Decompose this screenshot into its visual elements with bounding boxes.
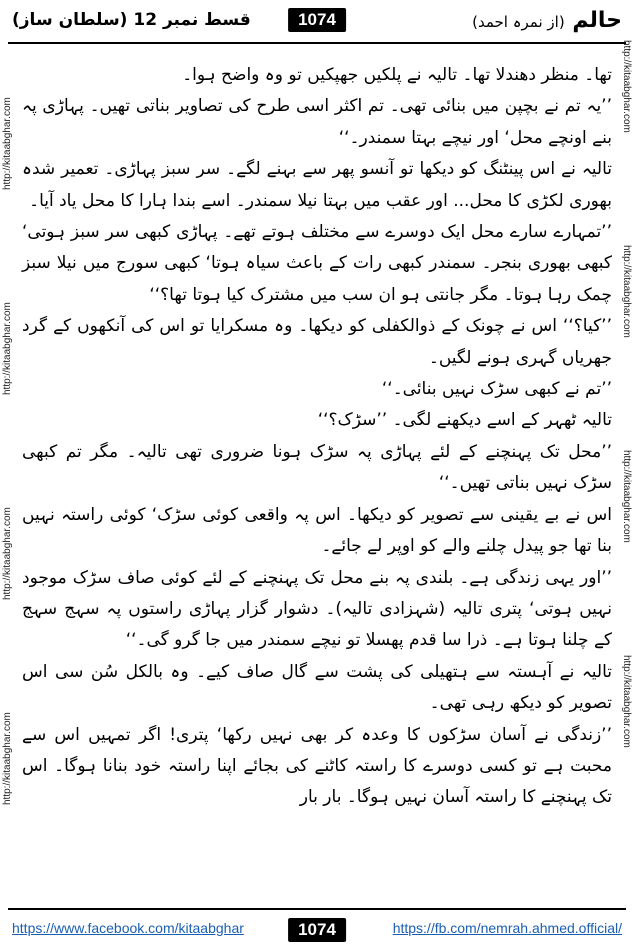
side-url: http://kitaabghar.com	[621, 40, 632, 133]
paragraph: اس نے بے یقینی سے تصویر کو دیکھا۔ اس پہ واقعی کوئی سڑک‘ کوئی راستہ نہیں بنا تھا جو پیدل چلنے والے کو اوپر لے جائے۔	[22, 504, 612, 557]
side-url: http://kitaabghar.com	[621, 655, 632, 748]
paragraph: ’’یہ تم نے بچپن میں بنائی تھی۔ تم اکثر اسی طرح کی تصاویر بناتی تھیں۔ پہاڑی پہ بنے اونچے محل‘ اور نیچے بہتا سمندر۔‘‘	[22, 96, 612, 148]
page-number-bottom: 1074	[288, 918, 346, 942]
side-watermark-right	[620, 0, 634, 949]
side-url: http://kitaabghar.com	[2, 507, 13, 600]
title-text: حالم	[572, 8, 622, 33]
paragraph: ’’زندگی نے آسان سڑکوں کا وعدہ کر بھی نہیں رکھا‘ پتری! اگر تمہیں اس سے محبت ہے تو کسی دوسرے کا راستہ کاٹنے کی بجائے اپنا راستہ خود بنانا ہوگا۔ اس تک پہنچنے کا راستہ آسان نہیں ہوگا۔ بار بار	[22, 724, 612, 808]
episode-label: قسط نمبر 12 (سلطان ساز)	[12, 10, 251, 30]
page-number-top: 1074	[288, 8, 346, 32]
paragraph: ’’تم نے کبھی سڑک نہیں بنائی۔‘‘	[381, 379, 612, 400]
side-watermark-left	[0, 0, 14, 949]
paragraph: ’’تمہارے سارے محل ایک دوسرے سے مختلف ہوتے تھے۔ پہاڑی کبھی سر سبز ہوتی‘ کبھی بھوری بنجر۔ سمندر کبھی رات کے باعث سیاہ ہوتا‘ کبھی سورج میں نیلا سبز چمک رہا ہوتا۔ مگر جانتی ہو ان سب میں مشترک کیا ہوتا تھا؟‘‘	[22, 222, 612, 305]
facebook-link-right[interactable]: https://fb.com/nemrah.ahmed.official/	[392, 920, 622, 936]
facebook-link-left[interactable]: https://www.facebook.com/kitaabghar	[12, 920, 244, 936]
paragraph: ’’کیا؟‘‘ اس نے چونک کے ذوالکفلی کو دیکھا۔ وہ مسکرایا تو اس کی آنکھوں کے گرد جھریاں گہری ہونے لگیں۔	[22, 316, 612, 368]
side-url: http://kitaabghar.com	[2, 97, 13, 190]
paragraph: تالیہ نے آہستہ سے ہتھیلی کی پشت سے گال صاف کیے۔ وہ بالکل سُن سی اس تصویر کو دیکھ رہی تھی۔	[22, 661, 612, 714]
paragraph: تالیہ ٹھہر کے اسے دیکھنے لگی۔ ’’سڑک؟‘‘	[317, 410, 612, 431]
header-rule	[8, 42, 626, 44]
side-url: http://kitaabghar.com	[2, 302, 13, 395]
paragraph: تھا۔ منظر دھندلا تھا۔ تالیہ نے پلکیں جھپکیں تو وہ واضح ہوا۔	[182, 65, 612, 85]
side-url: http://kitaabghar.com	[621, 450, 632, 543]
paragraph: تالیہ نے اس پینٹنگ کو دیکھا تو آنسو پھر سے بہنے لگے۔ سر سبز پہاڑی۔ تعمیر شدہ بھوری لکڑی کا محل... اور عقب میں بہتا نیلا سمندر۔ اسے بندا ہارا کا محل یاد آیا۔	[22, 159, 612, 211]
paragraph: ’’محل تک پہنچنے کے لئے پہاڑی پہ سڑک ہونا ضروری تھی تالیہ۔ مگر تم کبھی سڑک نہیں بناتی تھیں۔‘‘	[22, 441, 612, 494]
side-url: http://kitaabghar.com	[2, 712, 13, 805]
page-header	[8, 8, 626, 38]
author-name: (از نمرہ احمد)	[472, 13, 565, 31]
page-footer	[8, 914, 626, 942]
story-body	[22, 60, 612, 892]
footer-rule	[8, 908, 626, 910]
paragraph: ’’اور یہی زندگی ہے۔ بلندی پہ بنے محل تک پہنچنے کے لئے کوئی صاف سڑک موجود نہیں ہوتی‘ پتری تالیہ (شہزادی تالیہ)۔ دشوار گزار پہاڑی راستوں پہ سہج سہج کے چلنا ہوتا ہے۔ ذرا سا قدم پھسلا تو نیچے سمندر میں جا گرو گی۔‘‘	[22, 567, 612, 651]
novel-title	[472, 8, 622, 33]
side-url: http://kitaabghar.com	[621, 245, 632, 338]
